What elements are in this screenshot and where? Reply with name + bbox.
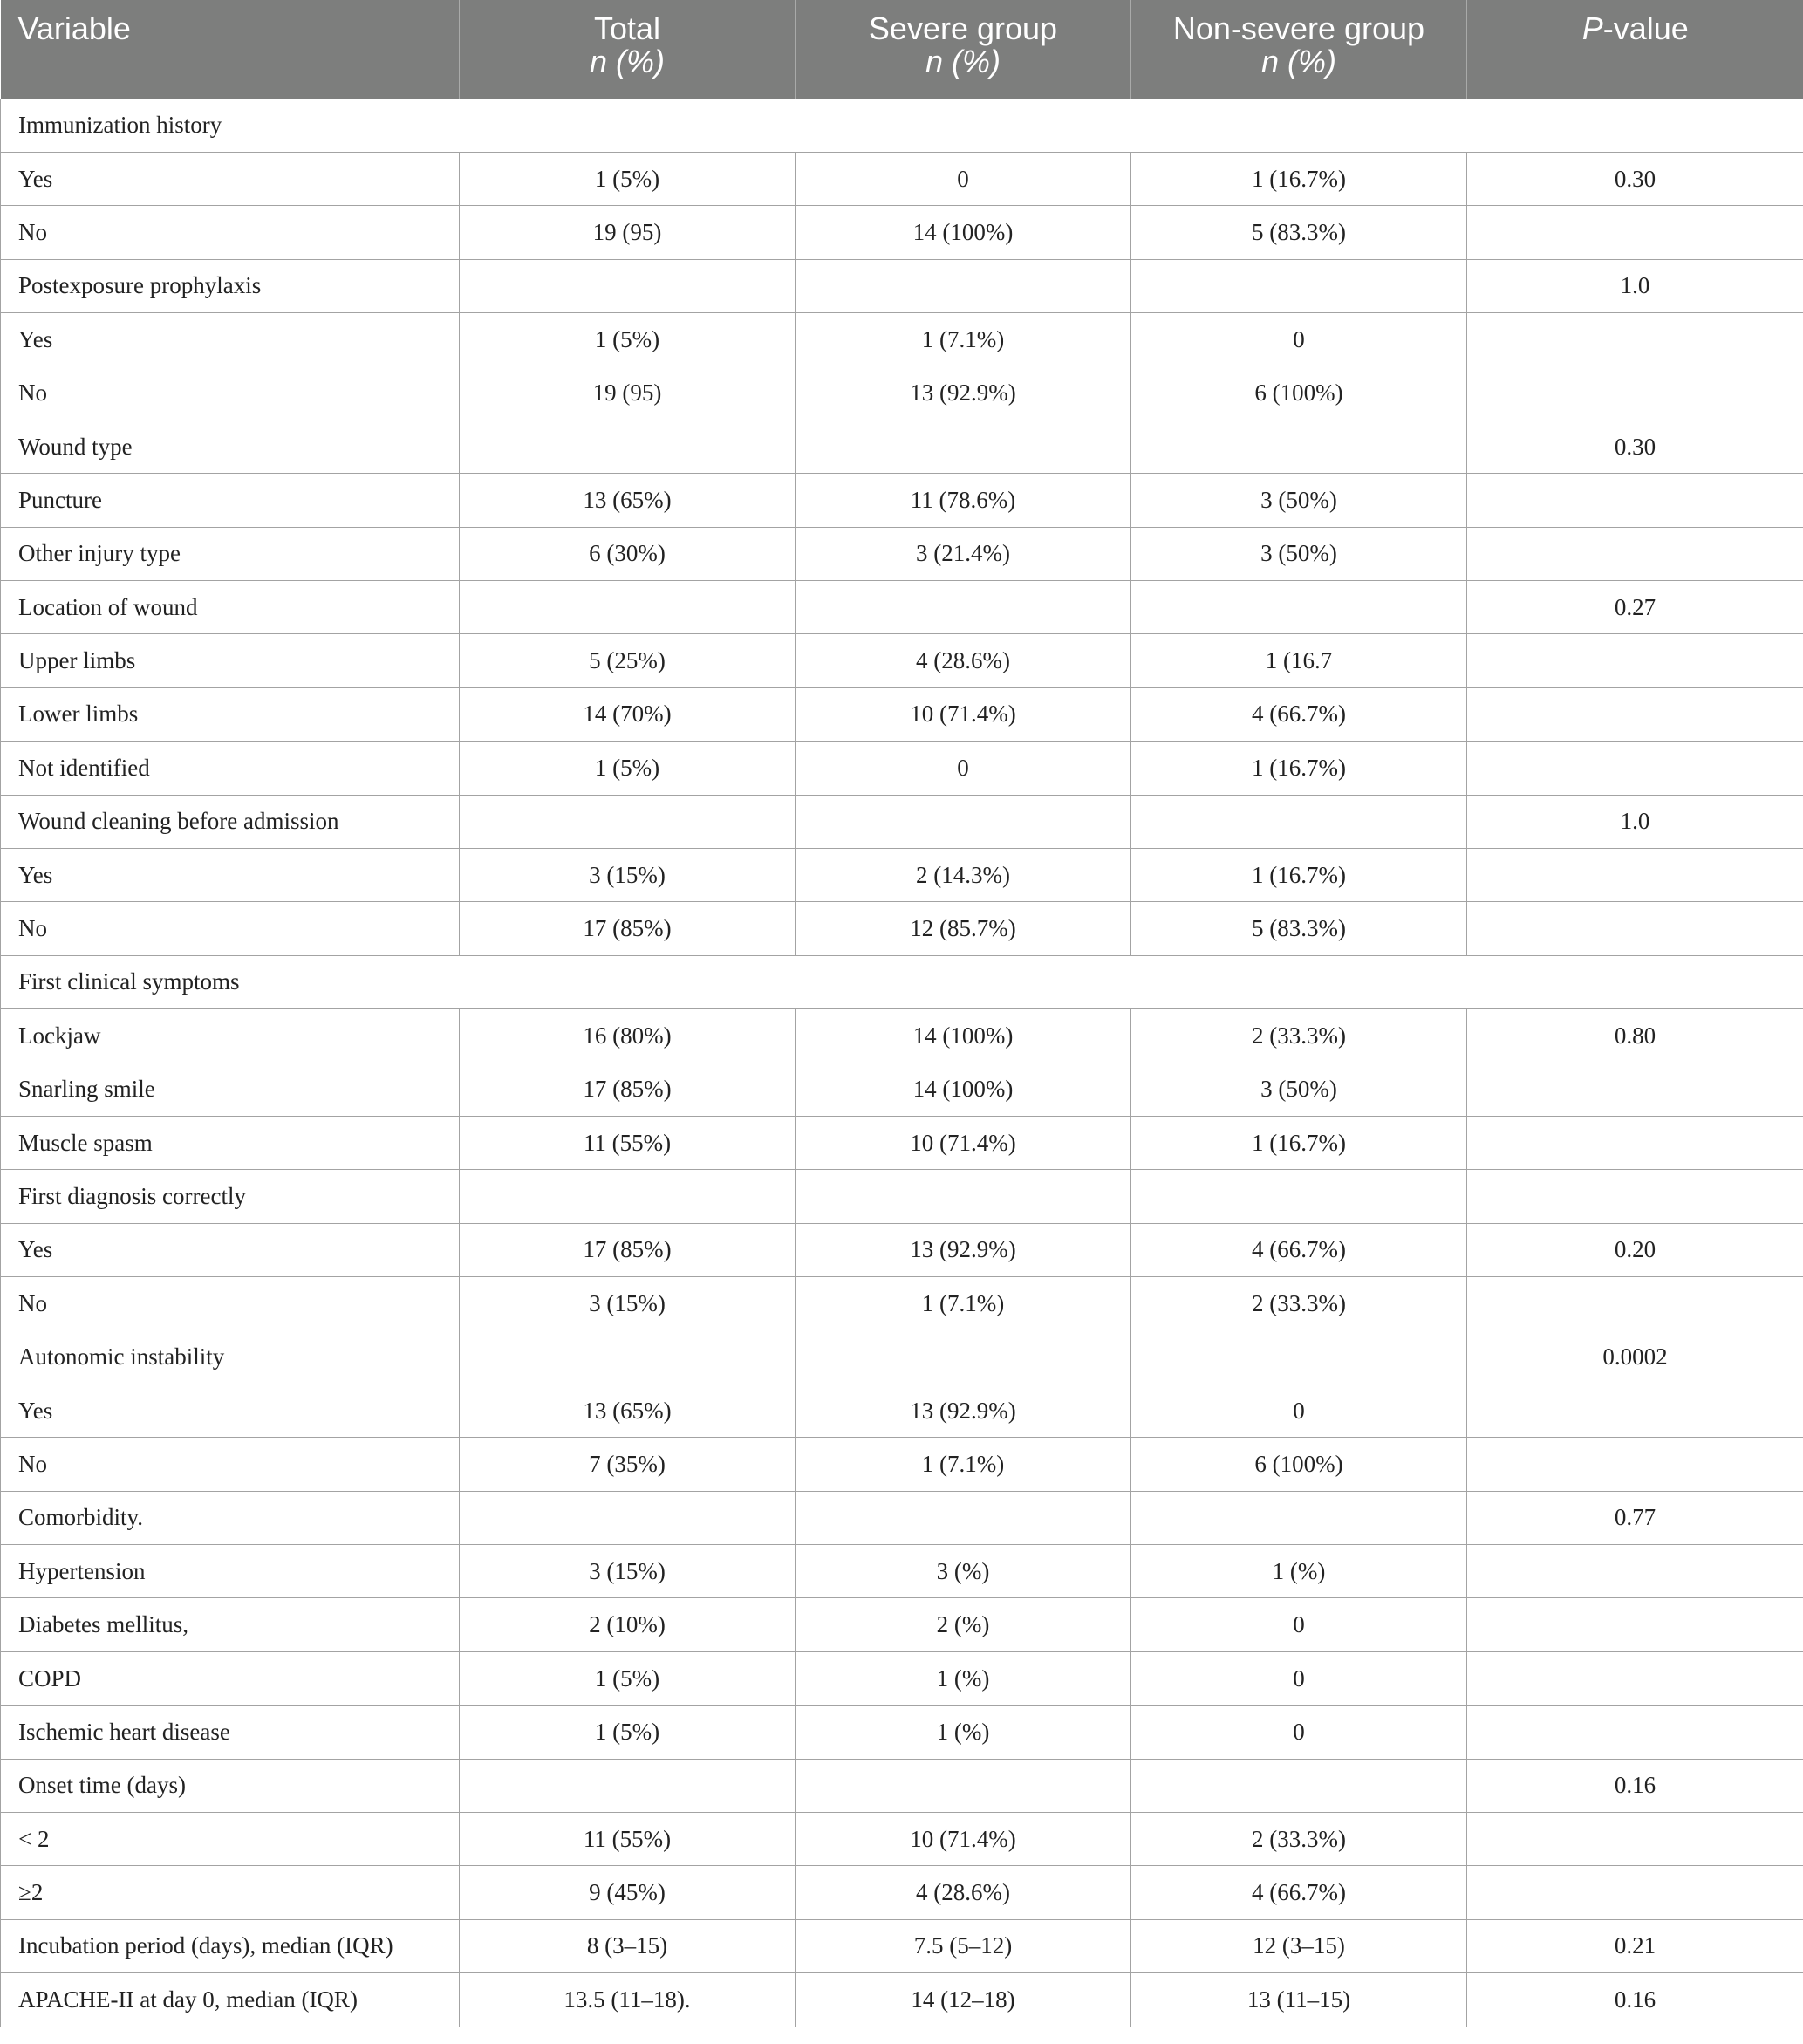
- cell-pvalue: [1467, 1598, 1803, 1651]
- cell-severe: 4 (28.6%): [796, 1866, 1131, 1919]
- cell-nonsevere: 2 (33.3%): [1131, 1813, 1467, 1866]
- cell-variable: Lockjaw: [1, 1009, 460, 1063]
- cell-variable: COPD: [1, 1651, 460, 1705]
- cell-nonsevere: [1131, 1170, 1467, 1223]
- cell-pvalue: [1467, 902, 1803, 955]
- cell-nonsevere: 4 (66.7%): [1131, 1866, 1467, 1919]
- header-total-label: Total: [593, 10, 661, 46]
- table-row: [1, 1545, 1803, 1598]
- cell-total: 11 (55%): [460, 1116, 796, 1169]
- cell-total: 2 (10%): [460, 1598, 796, 1651]
- cell-severe: 1 (7.1%): [796, 1438, 1131, 1491]
- cell-total: 11 (55%): [460, 1813, 796, 1866]
- cell-total: 19 (95): [460, 366, 796, 420]
- header-nonsevere: [1131, 0, 1467, 99]
- cell-nonsevere: 3 (50%): [1131, 474, 1467, 527]
- table-row: [1, 1277, 1803, 1330]
- cell-variable: Diabetes mellitus,: [1, 1598, 460, 1651]
- cell-variable: Not identified: [1, 742, 460, 795]
- cell-nonsevere: [1131, 420, 1467, 473]
- cell-nonsevere: 0: [1131, 313, 1467, 366]
- cell-nonsevere: 0: [1131, 1598, 1467, 1651]
- cell-severe: 1 (%): [796, 1651, 1131, 1705]
- cell-total: [460, 795, 796, 848]
- header-severe-label: Severe group: [868, 10, 1058, 46]
- cell-pvalue: [1467, 634, 1803, 687]
- cell-pvalue: 1.0: [1467, 259, 1803, 312]
- table-row: [1, 848, 1803, 901]
- cell-variable: Yes: [1, 313, 460, 366]
- table-row: [1, 1651, 1803, 1705]
- cell-pvalue: [1467, 1866, 1803, 1919]
- cell-total: 1 (5%): [460, 152, 796, 205]
- cell-total: 7 (35%): [460, 1438, 796, 1491]
- cell-variable: Wound type: [1, 420, 460, 473]
- table-row: [1, 99, 1803, 152]
- cell-nonsevere: 1 (16.7%): [1131, 1116, 1467, 1169]
- cell-total: 1 (5%): [460, 742, 796, 795]
- cell-pvalue: 0.30: [1467, 420, 1803, 473]
- cell-nonsevere: 4 (66.7%): [1131, 1223, 1467, 1276]
- cell-nonsevere: [1131, 795, 1467, 848]
- cell-variable: Upper limbs: [1, 634, 460, 687]
- cell-total: 5 (25%): [460, 634, 796, 687]
- cell-variable: Postexposure prophylaxis: [1, 259, 460, 312]
- cell-severe: 14 (100%): [796, 1063, 1131, 1116]
- cell-nonsevere: [1131, 581, 1467, 634]
- cell-severe: 2 (14.3%): [796, 848, 1131, 901]
- cell-pvalue: [1467, 206, 1803, 259]
- cell-pvalue: 1.0: [1467, 795, 1803, 848]
- cell-severe: [796, 1491, 1131, 1544]
- table-row: [1, 742, 1803, 795]
- table-row: [1, 634, 1803, 687]
- cell-pvalue: [1467, 527, 1803, 580]
- table-row: [1, 1009, 1803, 1063]
- cell-severe: 13 (92.9%): [796, 366, 1131, 420]
- table-row: [1, 1384, 1803, 1437]
- cell-severe: [796, 1330, 1131, 1384]
- cell-severe: [796, 420, 1131, 473]
- cell-total: [460, 1170, 796, 1223]
- cell-total: [460, 1759, 796, 1812]
- cell-nonsevere: 12 (3–15): [1131, 1919, 1467, 1972]
- cell-pvalue: 0.77: [1467, 1491, 1803, 1544]
- cell-pvalue: 0.80: [1467, 1009, 1803, 1063]
- header-nonsevere-sub: n (%): [1260, 44, 1336, 79]
- cell-nonsevere: 6 (100%): [1131, 1438, 1467, 1491]
- cell-pvalue: [1467, 1277, 1803, 1330]
- cell-pvalue: [1467, 1545, 1803, 1598]
- cell-total: 16 (80%): [460, 1009, 796, 1063]
- cell-total: [460, 1330, 796, 1384]
- cell-severe: 3 (21.4%): [796, 527, 1131, 580]
- cell-total: 14 (70%): [460, 687, 796, 741]
- cell-variable: Puncture: [1, 474, 460, 527]
- cell-variable: < 2: [1, 1813, 460, 1866]
- cell-pvalue: [1467, 313, 1803, 366]
- cell-total: 8 (3–15): [460, 1919, 796, 1972]
- cell-pvalue: 0.20: [1467, 1223, 1803, 1276]
- cell-pvalue: 0.30: [1467, 152, 1803, 205]
- table-row: [1, 152, 1803, 205]
- cell-severe: 13 (92.9%): [796, 1384, 1131, 1437]
- header-row: [1, 0, 1803, 99]
- cell-pvalue: [1467, 1170, 1803, 1223]
- cell-nonsevere: 1 (16.7%): [1131, 742, 1467, 795]
- cell-nonsevere: 0: [1131, 1651, 1467, 1705]
- header-pvalue: [1467, 0, 1803, 99]
- cell-nonsevere: 1 (%): [1131, 1545, 1467, 1598]
- cell-pvalue: [1467, 1651, 1803, 1705]
- table-row: [1, 1919, 1803, 1972]
- cell-pvalue: [1467, 848, 1803, 901]
- cell-nonsevere: [1131, 259, 1467, 312]
- cell-variable: Comorbidity.: [1, 1491, 460, 1544]
- cell-severe: [796, 581, 1131, 634]
- table-row: [1, 1813, 1803, 1866]
- table-row: [1, 902, 1803, 955]
- cell-variable: No: [1, 902, 460, 955]
- cell-variable: No: [1, 1277, 460, 1330]
- cell-variable: Snarling smile: [1, 1063, 460, 1116]
- cell-pvalue: 0.21: [1467, 1919, 1803, 1972]
- table-row: [1, 313, 1803, 366]
- header-variable: [1, 0, 460, 99]
- cell-severe: 14 (100%): [796, 1009, 1131, 1063]
- cell-pvalue: [1467, 742, 1803, 795]
- cell-pvalue: [1467, 474, 1803, 527]
- cell-variable: ≥2: [1, 1866, 460, 1919]
- table-row: [1, 1973, 1803, 2027]
- cell-severe: 13 (92.9%): [796, 1223, 1131, 1276]
- cell-pvalue: [1467, 1706, 1803, 1759]
- cell-variable: Onset time (days): [1, 1759, 460, 1812]
- table-row: [1, 687, 1803, 741]
- cell-severe: 1 (7.1%): [796, 313, 1131, 366]
- cell-total: 17 (85%): [460, 1223, 796, 1276]
- cell-variable: Autonomic instability: [1, 1330, 460, 1384]
- header-severe: [796, 0, 1131, 99]
- table-row: [1, 474, 1803, 527]
- cell-total: 17 (85%): [460, 1063, 796, 1116]
- table-row: [1, 1598, 1803, 1651]
- cell-severe: 0: [796, 152, 1131, 205]
- cell-variable: No: [1, 366, 460, 420]
- cell-nonsevere: [1131, 1759, 1467, 1812]
- table-row: [1, 527, 1803, 580]
- cell-total: 1 (5%): [460, 313, 796, 366]
- cell-pvalue: [1467, 366, 1803, 420]
- cell-nonsevere: 3 (50%): [1131, 527, 1467, 580]
- table-row: [1, 1116, 1803, 1169]
- header-nonsevere-label: Non-severe group: [1172, 10, 1425, 46]
- cell-total: [460, 1491, 796, 1544]
- cell-section-label: Immunization history: [1, 99, 1803, 152]
- cell-variable: Wound cleaning before admission: [1, 795, 460, 848]
- cell-pvalue: [1467, 1063, 1803, 1116]
- table-row: [1, 1438, 1803, 1491]
- header-pvalue-label: -value: [1602, 10, 1689, 46]
- cell-severe: 14 (100%): [796, 206, 1131, 259]
- cell-severe: 1 (7.1%): [796, 1277, 1131, 1330]
- cell-nonsevere: 1 (16.7: [1131, 634, 1467, 687]
- cell-total: 3 (15%): [460, 1545, 796, 1598]
- cell-severe: 10 (71.4%): [796, 687, 1131, 741]
- cell-pvalue: [1467, 687, 1803, 741]
- cell-total: 13 (65%): [460, 474, 796, 527]
- header-total-sub: n (%): [589, 44, 665, 79]
- cell-total: 13.5 (11–18).: [460, 1973, 796, 2027]
- cell-severe: 0: [796, 742, 1131, 795]
- header-variable-label: Variable: [17, 10, 131, 46]
- cell-nonsevere: 13 (11–15): [1131, 1973, 1467, 2027]
- cell-nonsevere: [1131, 1330, 1467, 1384]
- cell-variable: Other injury type: [1, 527, 460, 580]
- cell-variable: Yes: [1, 1223, 460, 1276]
- header-pvalue-italic: P: [1581, 10, 1603, 46]
- cell-variable: Ischemic heart disease: [1, 1706, 460, 1759]
- cell-variable: Hypertension: [1, 1545, 460, 1598]
- cell-variable: Lower limbs: [1, 687, 460, 741]
- cell-severe: [796, 1759, 1131, 1812]
- cell-total: 3 (15%): [460, 1277, 796, 1330]
- cell-severe: 10 (71.4%): [796, 1813, 1131, 1866]
- table-row: [1, 581, 1803, 634]
- table-row: [1, 1170, 1803, 1223]
- cell-variable: Yes: [1, 1384, 460, 1437]
- table-row: [1, 1063, 1803, 1116]
- cell-severe: 12 (85.7%): [796, 902, 1131, 955]
- cell-severe: [796, 259, 1131, 312]
- cell-total: 13 (65%): [460, 1384, 796, 1437]
- cell-section-label: First clinical symptoms: [1, 955, 1803, 1008]
- cell-total: [460, 259, 796, 312]
- cell-nonsevere: 0: [1131, 1706, 1467, 1759]
- cell-nonsevere: 2 (33.3%): [1131, 1009, 1467, 1063]
- cell-nonsevere: 2 (33.3%): [1131, 1277, 1467, 1330]
- cell-variable: First diagnosis correctly: [1, 1170, 460, 1223]
- cell-nonsevere: 3 (50%): [1131, 1063, 1467, 1116]
- header-total: [460, 0, 796, 99]
- cell-total: 9 (45%): [460, 1866, 796, 1919]
- cell-total: 17 (85%): [460, 902, 796, 955]
- header-severe-sub: n (%): [925, 44, 1001, 79]
- cell-severe: 11 (78.6%): [796, 474, 1131, 527]
- cell-pvalue: [1467, 1438, 1803, 1491]
- table-body: [1, 99, 1803, 2027]
- cell-total: 1 (5%): [460, 1651, 796, 1705]
- cell-nonsevere: 0: [1131, 1384, 1467, 1437]
- table-row: [1, 955, 1803, 1008]
- table-row: [1, 1866, 1803, 1919]
- cell-severe: 3 (%): [796, 1545, 1131, 1598]
- cell-severe: 2 (%): [796, 1598, 1131, 1651]
- cell-pvalue: 0.27: [1467, 581, 1803, 634]
- table-row: [1, 1491, 1803, 1544]
- table-row: [1, 259, 1803, 312]
- cell-nonsevere: [1131, 1491, 1467, 1544]
- cell-total: 19 (95): [460, 206, 796, 259]
- cell-severe: [796, 1170, 1131, 1223]
- cell-severe: 14 (12–18): [796, 1973, 1131, 2027]
- cell-variable: Location of wound: [1, 581, 460, 634]
- table-row: [1, 1759, 1803, 1812]
- cell-nonsevere: 5 (83.3%): [1131, 206, 1467, 259]
- cell-pvalue: 0.0002: [1467, 1330, 1803, 1384]
- cell-total: 6 (30%): [460, 527, 796, 580]
- cell-variable: No: [1, 1438, 460, 1491]
- cell-variable: No: [1, 206, 460, 259]
- cell-total: [460, 420, 796, 473]
- cell-total: 1 (5%): [460, 1706, 796, 1759]
- cell-pvalue: 0.16: [1467, 1973, 1803, 2027]
- cell-severe: 4 (28.6%): [796, 634, 1131, 687]
- table-row: [1, 1223, 1803, 1276]
- cell-severe: 7.5 (5–12): [796, 1919, 1131, 1972]
- cell-variable: Muscle spasm: [1, 1116, 460, 1169]
- cell-pvalue: [1467, 1116, 1803, 1169]
- cell-nonsevere: 4 (66.7%): [1131, 687, 1467, 741]
- table-row: [1, 206, 1803, 259]
- cell-pvalue: [1467, 1813, 1803, 1866]
- cell-nonsevere: 1 (16.7%): [1131, 848, 1467, 901]
- cell-nonsevere: 5 (83.3%): [1131, 902, 1467, 955]
- cell-pvalue: [1467, 1384, 1803, 1437]
- table-row: [1, 366, 1803, 420]
- table-header: [1, 0, 1803, 99]
- cell-variable: Yes: [1, 848, 460, 901]
- cell-nonsevere: 6 (100%): [1131, 366, 1467, 420]
- cell-pvalue: 0.16: [1467, 1759, 1803, 1812]
- cell-severe: [796, 795, 1131, 848]
- cell-total: 3 (15%): [460, 848, 796, 901]
- cell-variable: Incubation period (days), median (IQR): [1, 1919, 460, 1972]
- table-row: [1, 1330, 1803, 1384]
- cell-variable: APACHE-II at day 0, median (IQR): [1, 1973, 460, 2027]
- cell-variable: Yes: [1, 152, 460, 205]
- cell-severe: 10 (71.4%): [796, 1116, 1131, 1169]
- table-row: [1, 795, 1803, 848]
- cell-nonsevere: 1 (16.7%): [1131, 152, 1467, 205]
- cell-total: [460, 581, 796, 634]
- table-row: [1, 1706, 1803, 1759]
- table-row: [1, 420, 1803, 473]
- cell-severe: 1 (%): [796, 1706, 1131, 1759]
